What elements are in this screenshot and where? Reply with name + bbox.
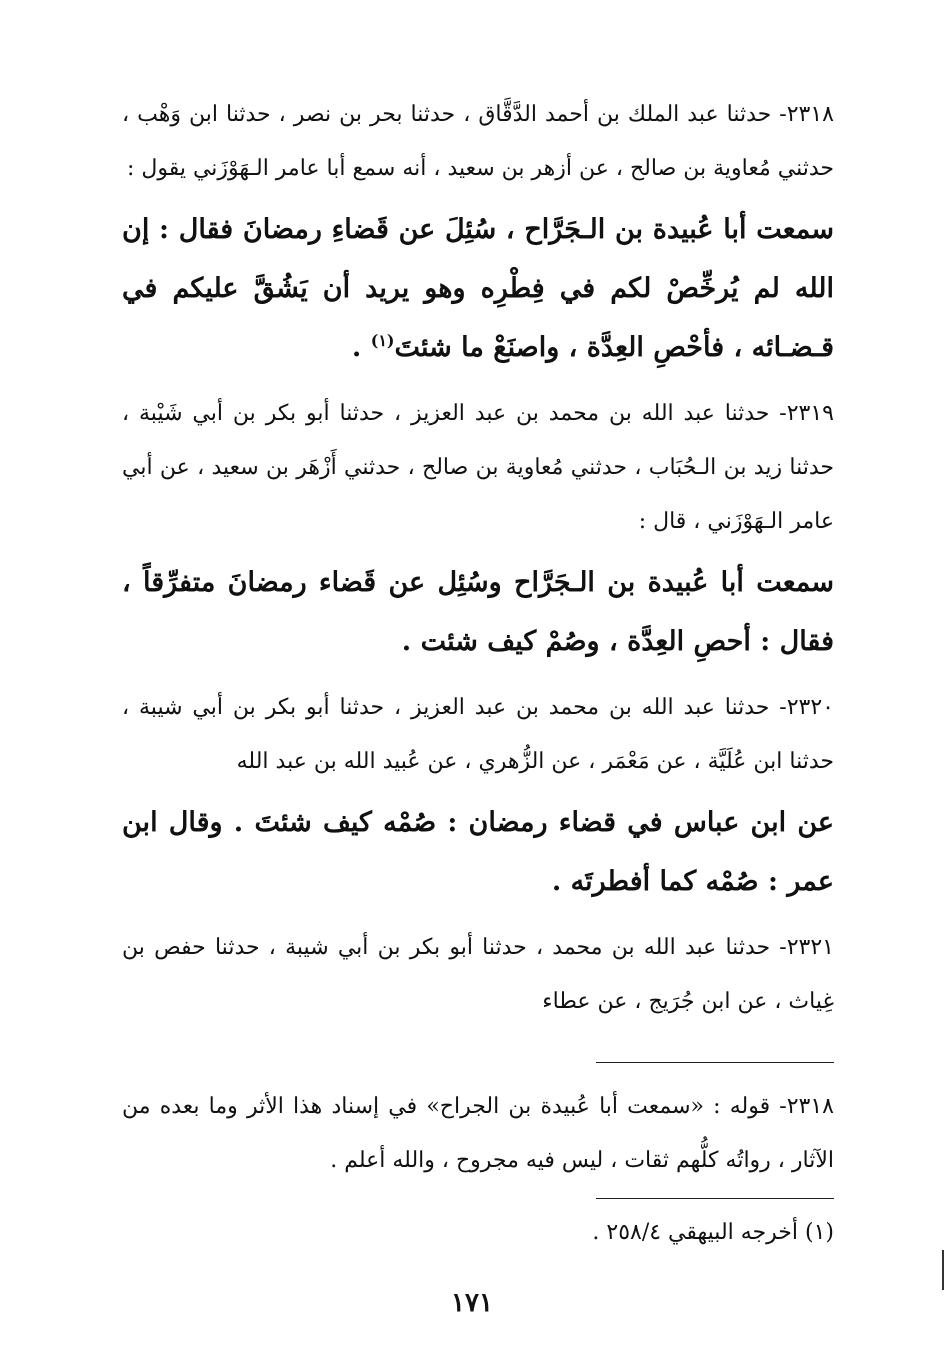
hadith-2320-isnad: ٢٣٢٠- حدثنا عبد الله بن محمد بن عبد العزيز ، حدثنا أبو بكر بن أبي شيبة ، حدثنا ابن عُلَيَّة ، عن مَعْمَر ، عن الزُّهري ، عن عُبيد الله بن عبد الله — [122, 695, 834, 774]
footnote-text: (١) أخرجه البيهقي ٢٥٨/٤ . — [592, 1220, 834, 1245]
commentary-text: ٢٣١٨- قوله : «سمعت أبا عُبيدة بن الجراح» في إسناد هذا الأثر وما بعده من الآثار ، رواتُه كلُّهم ثقات ، ليس فيه مجروح ، والله أعلم . — [122, 1094, 834, 1173]
footnote-section — [122, 1206, 834, 1260]
main-text — [122, 88, 834, 1033]
hadith-2321-isnad: ٢٣٢١- حدثنا عبد الله بن محمد ، حدثنا أبو بكر بن أبي شيبة ، حدثنا حفص بن غِياث ، عن ابن جُرَيج ، عن عطاء — [122, 935, 834, 1014]
hadith-2318-matn — [122, 200, 834, 377]
commentary-divider — [596, 1062, 834, 1063]
hadith-2320-matn: عن ابن عباس في قضاء رمضان : صُمْه كيف شئتَ . وقال ابن عمر : صُمْه كما أفطرتَه . — [122, 807, 834, 897]
hadith-2318-matn-end: . — [351, 332, 371, 363]
hadith-2318-matn-text: سمعت أبا عُبيدة بن الـجَرَّاح ، سُئِلَ عن قَضاءِ رمضانَ فقال : إن الله لم يُرخِّصْ لكم في فِطْرِه وهو يريد أن يَشُقَّ عليكم في قـضـائه ، فأحْصِ العِدَّة ، واصنَعْ ما شئتَ — [122, 214, 834, 363]
page-number: ١٧١ — [451, 1288, 493, 1318]
commentary-section — [122, 1080, 834, 1188]
footnote-reference: (١) — [370, 331, 395, 350]
hadith-2318-isnad: ٢٣١٨- حدثنا عبد الملك بن أحمد الدَّقَّاق ، حدثنا بحر بن نصر ، حدثنا ابن وَهْب ، حدثني مُعاوية بن صالح ، عن أزهر بن سعيد ، أنه سمع أبا عامر الـهَوْزَني يقول : — [122, 102, 834, 181]
hadith-2319-isnad: ٢٣١٩- حدثنا عبد الله بن محمد بن عبد العزيز ، حدثنا أبو بكر بن أبي شَيْبة ، حدثنا زيد بن الـحُبَاب ، حدثني مُعاوية بن صالح ، حدثني أَزْهَر بن سعيد ، عن أبي عامر الـهَوْزَني ، قال : — [122, 401, 834, 534]
page-edge-mark — [938, 1250, 944, 1290]
hadith-2319-matn: سمعت أبا عُبيدة بن الـجَرَّاح وسُئِل عن قَضاء رمضانَ متفرِّقاً ، فقال : أحصِ العِدَّة ، وصُمْ كيف شئت . — [122, 567, 834, 657]
footnote-divider — [596, 1198, 834, 1199]
